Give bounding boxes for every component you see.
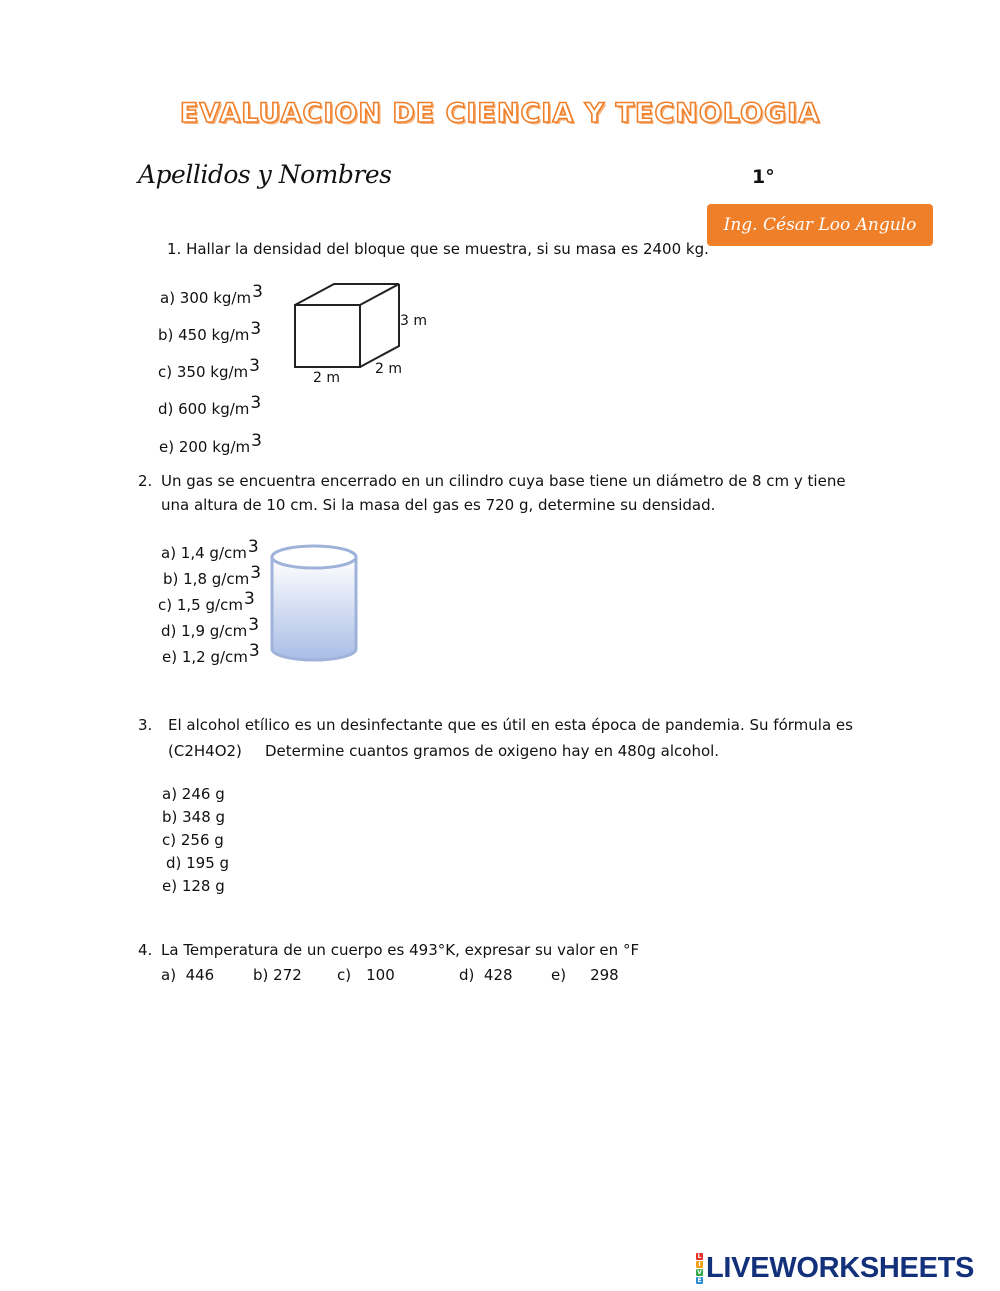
logo-text: LIVEWORKSHEETS xyxy=(706,1252,975,1284)
question-2-line-1: Un gas se encuentra encerrado en un cilindro cuya base tiene un diámetro de 8 cm y tiene xyxy=(161,472,846,490)
q2-option-b[interactable]: b) 1,8 g/cm3 xyxy=(163,563,262,588)
cube-front-face xyxy=(295,305,360,367)
question-3-line-1: El alcohol etílico es un desinfectante que es útil en esta época de pandemia. Su fórmula es xyxy=(168,716,853,734)
names-label: Apellidos y Nombres xyxy=(138,160,392,189)
q1-option-c[interactable]: c) 350 kg/m3 xyxy=(158,356,260,381)
cylinder-body xyxy=(272,557,356,660)
question-4-number: 4. xyxy=(138,941,153,959)
q2-option-a[interactable]: a) 1,4 g/cm3 xyxy=(161,537,259,562)
cube-side-face xyxy=(360,284,399,367)
question-4-text: La Temperatura de un cuerpo es 493°K, expresar su valor en °F xyxy=(161,941,640,959)
q2-option-e[interactable]: e) 1,2 g/cm3 xyxy=(162,641,260,666)
q3-option-e[interactable]: e) 128 g xyxy=(162,877,225,895)
cube-height-label: 3 m xyxy=(400,313,427,329)
q3-option-d[interactable]: d) 195 g xyxy=(166,854,230,872)
cylinder-figure xyxy=(266,535,362,671)
q2-option-d[interactable]: d) 1,9 g/cm3 xyxy=(161,615,260,640)
page-title: EVALUACION DE CIENCIA Y TECNOLOGIA xyxy=(179,98,821,129)
q4-option-d[interactable]: d) 428 xyxy=(459,966,513,984)
question-3-formula: (C2H4O2) xyxy=(168,742,242,760)
question-1-text: 1. Hallar la densidad del bloque que se muestra, si su masa es 2400 kg. xyxy=(167,240,709,258)
question-3-number: 3. xyxy=(138,716,153,734)
cylinder-top xyxy=(272,546,356,568)
cube-top-face xyxy=(295,284,399,305)
q4-option-a[interactable]: a) 446 xyxy=(161,966,215,984)
q4-option-e[interactable]: e) 298 xyxy=(551,966,619,984)
q1-option-e[interactable]: e) 200 kg/m3 xyxy=(159,431,262,456)
question-3-line-2: Determine cuantos gramos de oxigeno hay en 480g alcohol. xyxy=(265,742,720,760)
grade-label: 1° xyxy=(752,166,775,188)
q2-option-c[interactable]: c) 1,5 g/cm3 xyxy=(158,589,255,614)
q1-option-b[interactable]: b) 450 kg/m3 xyxy=(158,319,262,344)
question-2-number: 2. xyxy=(138,472,153,490)
cube-width-label: 2 m xyxy=(313,370,340,386)
q3-option-b[interactable]: b) 348 g xyxy=(162,808,226,826)
q1-option-a[interactable]: a) 300 kg/m3 xyxy=(160,282,263,307)
cube-depth-label: 2 m xyxy=(375,361,402,377)
q1-option-d[interactable]: d) 600 kg/m3 xyxy=(158,393,262,418)
q3-option-c[interactable]: c) 256 g xyxy=(162,831,224,849)
author-name: Ing. César Loo Angulo xyxy=(723,215,917,235)
question-2-line-2: una altura de 10 cm. Si la masa del gas es 720 g, determine su densidad. xyxy=(161,496,716,514)
cube-figure xyxy=(285,276,445,391)
logo-blocks-icon: L I V E xyxy=(697,1253,702,1284)
liveworksheets-logo xyxy=(696,1252,974,1285)
q3-option-a[interactable]: a) 246 g xyxy=(162,785,225,803)
author-badge xyxy=(707,204,933,246)
q4-option-b[interactable]: b) 272 xyxy=(253,966,302,984)
q4-option-c[interactable]: c) 100 xyxy=(337,966,395,984)
